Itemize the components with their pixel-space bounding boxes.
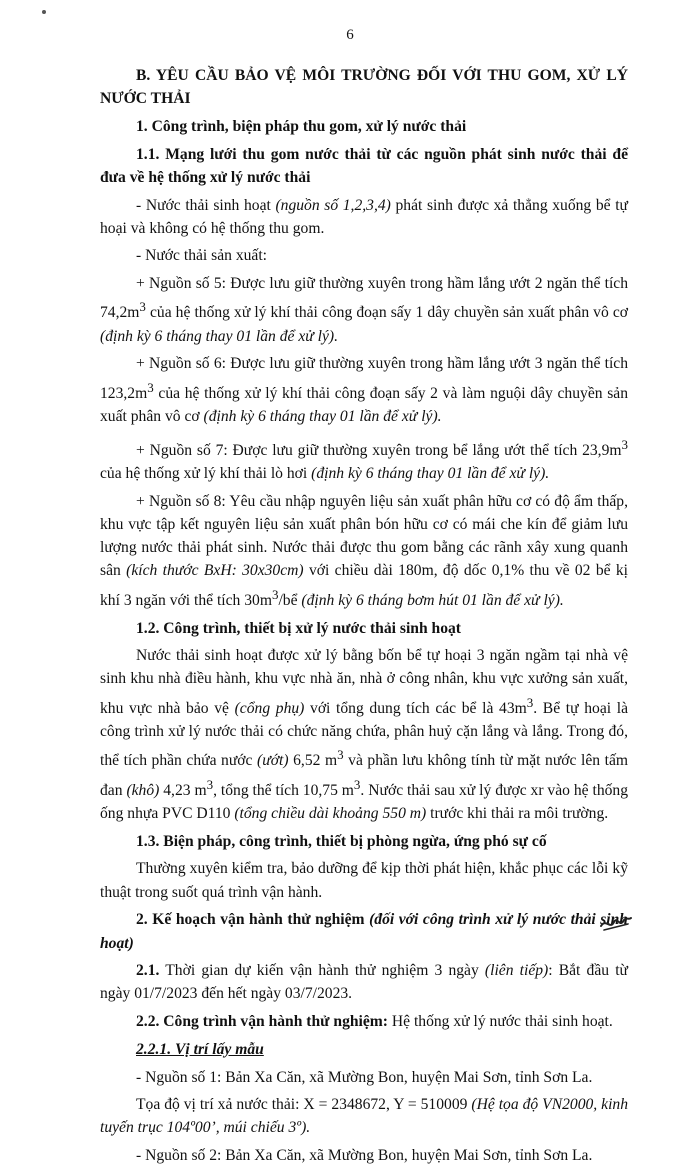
paragraph-septic-tanks: Nước thải sinh hoạt được xử lý bằng bốn bể tự hoại 3 ngăn ngầm tại nhà vệ sinh khu nhà điều hành, khu vực nhà ăn, nhà ở công nhân, khu vực xưởng sản xuất, khu vực nhà bảo vệ (cổng phụ) với tổng dung tích các bể là $43m^3$. Bể tự hoại là công trình xử lý nước thải có chức năng chứa, phân huỷ cặn lắng và lắng. Trong đó, thể tích phần chứa nước (ướt) 6,52 $m^3$ và phần lưu không tính từ mặt nước lên tấm đan (khô) 4,23 $m^3$, tổng thể tích 10,75 $m^3$. Nước thải sau xử lý được xr vào hệ thống ống nhựa PVC D110 (tổng chiều dài khoảng 550 m) trước khi thải ra môi trường. (100, 647, 629, 822)
paragraph-inspection: Thường xuyên kiểm tra, bảo dưỡng để kịp thời phát hiện, khắc phục các lỗi kỹ thuật trong suốt quá trình vận hành. (100, 860, 628, 901)
paragraph-domestic-wastewater: - Nước thải sinh hoạt (nguồn số 1,2,3,4) phát sinh được xả thẳng xuống bể tự hoại và không có hệ thống thu gom. (100, 196, 628, 237)
paragraph-source-2-location: - Nguồn số 2: Bản Xa Căn, xã Mường Bon, huyện Mai Sơn, tỉnh Sơn La. (136, 1147, 593, 1165)
heading-1: 1. Công trình, biện pháp thu gom, xử lý nước thải (136, 117, 467, 135)
signature-mark (598, 908, 634, 936)
paragraph-2-1: 2.1. Thời gian dự kiến vận hành thử nghiệm 3 ngày (liên tiếp): Bắt đầu từ ngày 01/7/2023 đến hết ngày 03/7/2023. (100, 962, 628, 1003)
paragraph-source-6: + Nguồn số 6: Được lưu giữ thường xuyên trong hầm lắng ướt 3 ngăn thể tích $123,2m^3$ của hệ thống xử lý khí thải công đoạn sấy 2 và làm nguội dây chuyền sản xuất phân vô cơ (định kỳ 6 tháng thay 01 lần để xử lý). (100, 355, 628, 426)
heading-2: 2. Kế hoạch vận hành thử nghiệm (đối với công trình xử lý nước thải sinh hoạt) (100, 911, 628, 952)
paragraph-source-8: + Nguồn số 8: Yêu cầu nhập nguyên liệu sản xuất phân hữu cơ có độ ẩm thấp, khu vực tập kết nguyên liệu sản xuất phân bón hữu cơ có mái che kín để giảm lưu lượng nước thải phát sinh. Nước thải được thu gom bằng các rãnh xây xung quanh sân (kích thước BxH: 30x30cm) với chiều dài 180m, độ dốc 0,1% thu về 02 bể kị khí 3 ngăn với thể tích $30m^3/bể$ (định kỳ 6 tháng bơm hút 01 lần để xử lý). (100, 492, 629, 609)
heading-1-2: 1.2. Công trình, thiết bị xử lý nước thải sinh hoạt (136, 619, 461, 637)
heading-2-2-1: 2.2.1. Vị trí lấy mẫu (136, 1040, 264, 1058)
heading-1-3: 1.3. Biện pháp, công trình, thiết bị phòng ngừa, ứng phó sự cố (136, 832, 547, 850)
scan-dot (42, 10, 46, 14)
page-number: 6 (346, 27, 354, 43)
section-title: B. YÊU CẦU BẢO VỆ MÔI TRƯỜNG ĐỐI VỚI THU GOM, XỬ LÝ NƯỚC THẢI (100, 67, 628, 108)
paragraph-2-2: 2.2. Công trình vận hành thử nghiệm: Hệ thống xử lý nước thải sinh hoạt. (136, 1013, 613, 1031)
paragraph-source-5: + Nguồn số 5: Được lưu giữ thường xuyên trong hầm lắng ướt 2 ngăn thể tích $74,2m^3$ của hệ thống xử lý khí thải công đoạn sấy 1 dây chuyền sản xuất phân vô cơ (định kỳ 6 tháng thay 01 lần để xử lý). (100, 275, 628, 345)
paragraph-discharge-coordinates: Tọa độ vị trí xả nước thải: X = 2348672, Y = 510009 (Hệ tọa độ VN2000, kinh tuyến trục 104º00’, múi chiếu 3º). (100, 1096, 628, 1137)
paragraph-source-1-location: - Nguồn số 1: Bản Xa Căn, xã Mường Bon, huyện Mai Sơn, tỉnh Sơn La. (136, 1068, 593, 1086)
document-body (100, 64, 628, 1172)
paragraph-production-wastewater: - Nước thải sản xuất: (136, 247, 268, 265)
heading-1-1: 1.1. Mạng lưới thu gom nước thải từ các nguồn phát sinh nước thải để đưa về hệ thống xử lý nước thải (100, 145, 628, 186)
paragraph-source-7: + Nguồn số 7: Được lưu giữ thường xuyên trong bể lắng ướt thể tích $23,9m^3$ của hệ thống xử lý khí thải lò hơi (định kỳ 6 tháng thay 01 lần để xử lý). (100, 436, 628, 483)
